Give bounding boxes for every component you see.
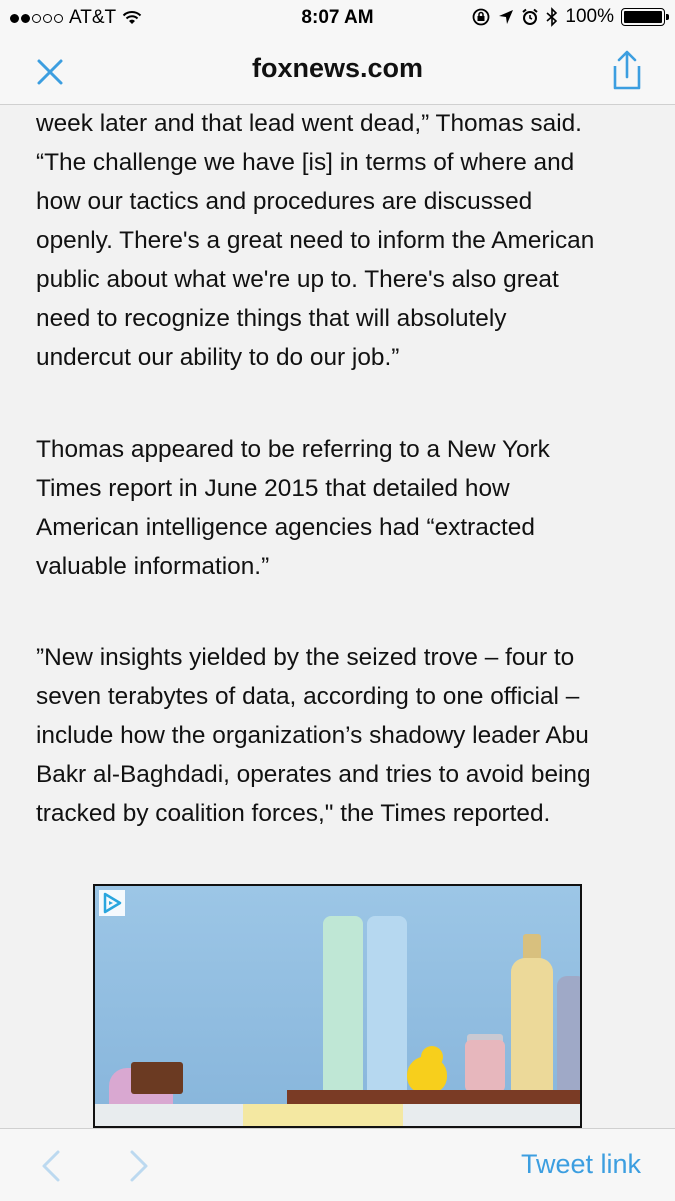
- text-line: include how the organization’s shadowy leader Abu: [36, 722, 589, 749]
- ad-bottle: [511, 958, 553, 1096]
- location-icon: [498, 9, 514, 25]
- text-line: Thomas appeared to be referring to a New York: [36, 436, 550, 463]
- adchoices-icon[interactable]: [99, 890, 125, 916]
- ad-tube: [367, 916, 407, 1096]
- chevron-right-icon[interactable]: [126, 1149, 152, 1183]
- ad-jar: [465, 1040, 505, 1092]
- battery-icon: [621, 8, 665, 26]
- advertisement[interactable]: [93, 884, 582, 1128]
- article-paragraph: [36, 104, 594, 377]
- ad-rubber-duck: [407, 1056, 447, 1094]
- text-line: public about what we're up to. There's also great: [36, 266, 559, 293]
- rotation-lock-icon: [471, 7, 491, 27]
- text-line: seven terabytes of data, according to one official –: [36, 683, 580, 710]
- tweet-link-button[interactable]: Tweet link: [520, 1149, 641, 1179]
- nav-header: [0, 36, 675, 105]
- bottom-toolbar: [0, 1128, 675, 1201]
- text-line: how our tactics and procedures are discussed: [36, 188, 533, 215]
- status-right: [471, 6, 665, 28]
- text-line: week later and that lead went dead,” Thomas said.: [36, 110, 582, 137]
- text-line: undercut our ability to do our job.”: [36, 344, 400, 371]
- alarm-icon: [521, 8, 539, 26]
- text-line: need to recognize things that will absolutely: [36, 305, 507, 332]
- article-paragraph: [36, 638, 591, 833]
- share-icon[interactable]: [607, 48, 647, 92]
- ad-hook: [131, 1062, 183, 1094]
- text-line: “The challenge we have [is] in terms of where and: [36, 149, 575, 176]
- text-line: ”New insights yielded by the seized trove – four to: [36, 644, 575, 671]
- article-paragraph: [36, 430, 550, 586]
- chevron-left-icon[interactable]: [38, 1149, 64, 1183]
- bluetooth-icon: [546, 7, 558, 27]
- page-title: foxnews.com: [251, 53, 424, 83]
- battery-percent: 100%: [565, 6, 614, 27]
- text-line: valuable information.”: [36, 553, 270, 580]
- text-line: American intelligence agencies had “extracted: [36, 514, 535, 541]
- ad-bottle: [557, 976, 582, 1096]
- text-line: Times report in June 2015 that detailed how: [36, 475, 510, 502]
- ad-counter-tile: [243, 1104, 403, 1128]
- status-time: 8:07 AM: [301, 7, 374, 28]
- text-line: openly. There's a great need to inform the American: [36, 227, 595, 254]
- ad-tube: [323, 916, 363, 1096]
- text-line: Bakr al-Baghdadi, operates and tries to avoid being: [36, 761, 591, 788]
- text-line: tracked by coalition forces," the Times reported.: [36, 800, 551, 827]
- carrier-label: AT&T: [69, 7, 117, 28]
- status-bar: [0, 0, 675, 36]
